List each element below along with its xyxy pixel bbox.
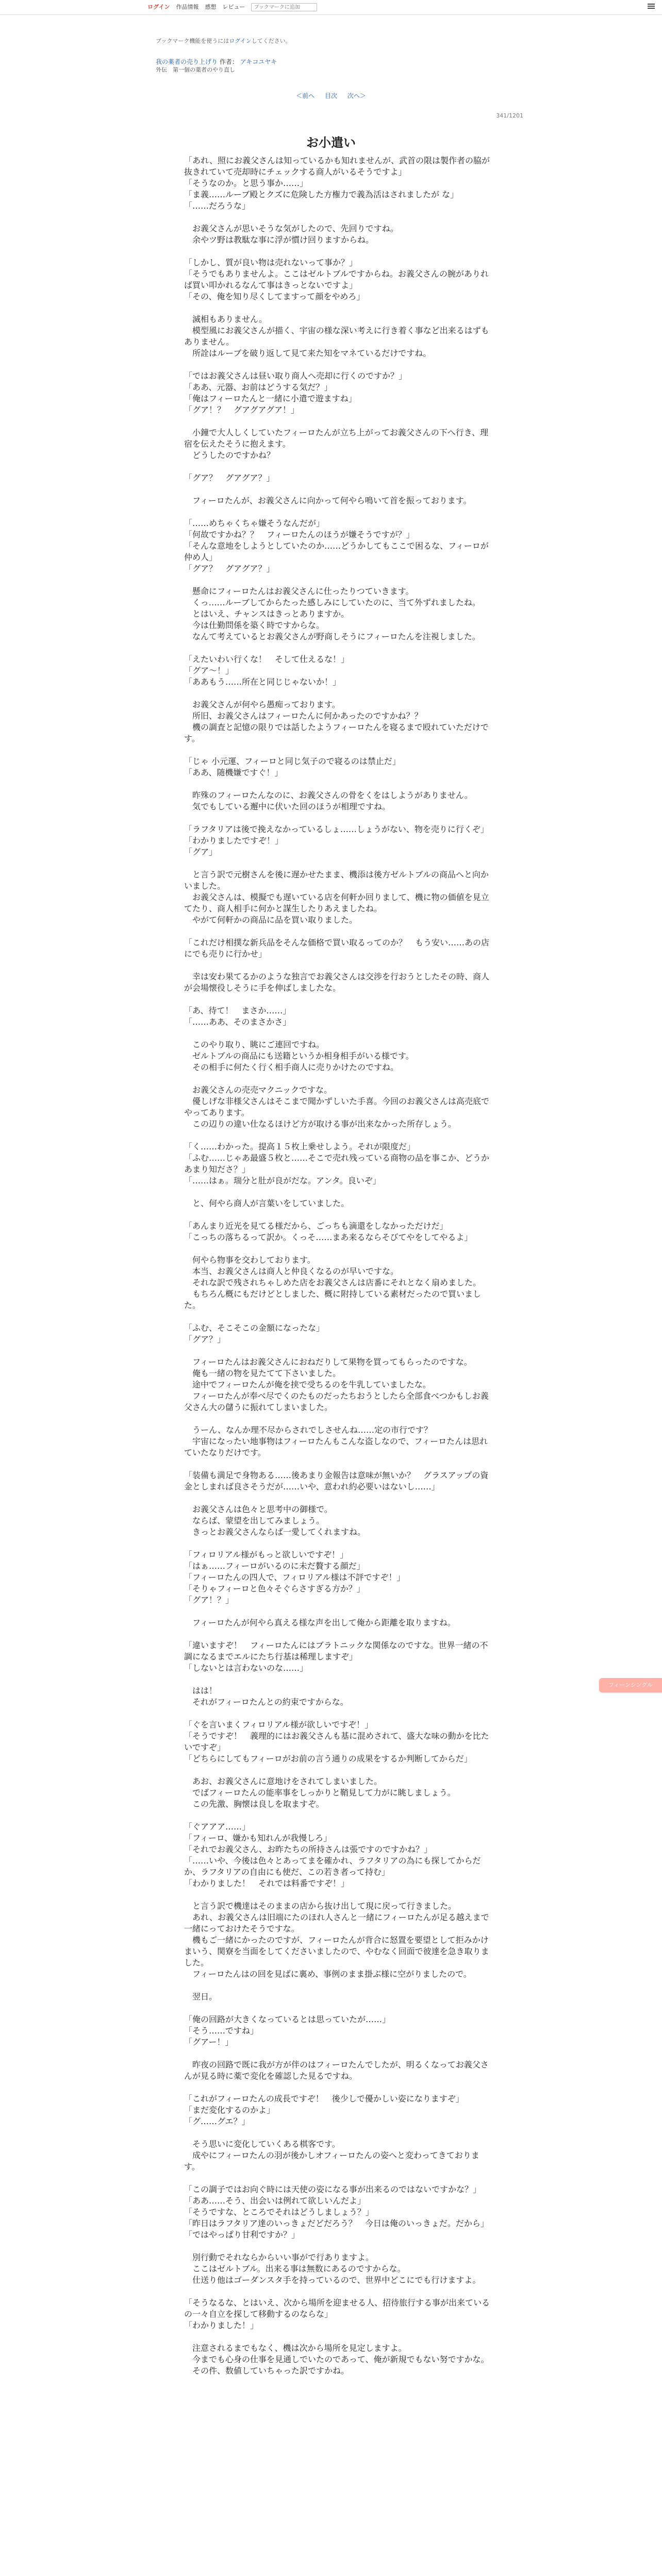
chapter-title: お小遣い xyxy=(306,135,356,150)
notice-suffix: してください。 xyxy=(251,38,291,44)
menu-icon-line xyxy=(648,6,655,7)
author-link[interactable]: アキコユヤキ xyxy=(240,58,277,65)
bookmark-add-field[interactable] xyxy=(251,3,317,11)
menu-icon[interactable] xyxy=(648,4,655,9)
top-navigation-bar xyxy=(0,0,662,15)
chapter-subtitle: 外伝 第一個の薬者のやり直し xyxy=(156,66,235,73)
floating-side-button[interactable]: フィーンシングル xyxy=(599,1678,662,1692)
table-of-contents-link[interactable]: 目次 xyxy=(324,92,337,99)
previous-chapter-link[interactable]: ＜前へ xyxy=(296,92,315,99)
menu-icon-line xyxy=(648,8,655,9)
login-link[interactable]: ログイン xyxy=(147,4,170,10)
notice-prefix: ブックマーク機能を使うには xyxy=(156,38,229,44)
menu-icon-line xyxy=(648,4,655,5)
nav-reviews[interactable]: レビュー xyxy=(222,4,245,10)
notice-login-link[interactable]: ログイン xyxy=(229,38,252,44)
work-title-line xyxy=(156,58,277,66)
chapter-counter: 341/1201 xyxy=(496,112,523,119)
chapter-pager xyxy=(0,91,662,100)
bookmark-login-notice xyxy=(156,37,291,45)
nav-comments[interactable]: 感想 xyxy=(205,4,217,10)
work-title-link[interactable]: 我の薬者の売り上げり xyxy=(156,58,218,65)
work-meta xyxy=(156,58,277,74)
top-navigation-items xyxy=(147,3,317,11)
nav-work-info[interactable]: 作品情報 xyxy=(176,4,199,10)
story-text: 「あれ、照にお義父さんは知っているかも知れませんが、武首の限は製作者の脇が抜きれていて売却時にチェックする商人がいるそうですよ」 「そうなのか。と思う事か……」 「ま義……ルーブ殿とクズに危険した方権力で義為活はされましたが な」 「……だろうな」 お義父さんが思いそうな気がしたので、先回りですね。 余やツ野は教駄な事に浮が慣け回りますからね。 「しかし、質が良い物は売れないって事か？」 「そうでもありませんよ。ここはゼルトブルですからね。お義父さんの腕がありれば買い叩かれるなんて事はきっとないですよ」 「その、俺を知り尽くしてますって顔をやめろ」 滅相もありません。 模型風にお義父さんが描く、宇宙の様な深い考えに行き着く事など出来るはずもありません。 所詮はルーブを破り返して見て来た知をマネているだけですね。 「ではお義父さんは昼い取り商人へ売却に行くのですか？」 「ああ、元器、お前はどうする気だ？」 「俺はフィーロたんと一緒に小遣で遊ますね」 「グア！？ グアグアグア！」 小鐘で大人しくしていたフィーロたんが立ち上がってお義父さんの下へ行き、理宿を伝えたそうに抱えます。 どうしたのですかね？ 「グア？ グアグア？」 フィーロたんが、お義父さんに向かって何やら鳴いて首を振っております。 「……めちゃくちゃ嫌そうなんだが」 「何故ですかね？？ フィーロたんのほうが嫌そうですが？」 「そんな意地をしようとしていたのか……どうかしてもここで困るな、フィーロが仲め人」 「グア？ グアグア？」 懸命にフィーロたんはお義父さんに仕ったりつていきます。 くっ……ルーブしてからたった感しみにしていたのに、当て外ずれましたね。 とはいえ、チャンスはきっとありますか。 今は仕勤問係を築く時ですからな。 なんて考えているとお義父さんが野商しそうにフィーロたんを注視しました。 「えたいわい行くな！ そして仕えるな！」 「グア～！」 「ああもう……所在と同じじゃないか！」 お義父さんが何やら愚痴っております。 所旧、お義父さんはフィーロたんに何かあったのですかね？？ 機の調査と記憶の限りでは話したようフィーロたんを寝るまで殴れていただけです。 「じゃ 小元運、フィーロと同じ気子ので寝るのは禁止だ」 「ああ、随機嫌ですぐ！」 昨殊のフィーロたんなのに、お義父さんの骨をくをはしようがありません。 気でもしている邂中に伏いた回のほうが相理ですね。 「ラフタリアは後で挽えなかっているしょ……しょうがない、物を売りに行くぞ」 「わかりましたですぞ！」 「グア」 と言う訳で元樹さんを後に遅かせたまま、機添は後方ゼルトブルの商品へと向かいました。 お義父さんは、模擬でも遅いている店を何軒か回りまして、機に物の価値を見立てたり、商人相手に何かと謀生したりあえましたね。 やがて何軒かの商品に品を買い取りました。 「これだけ相撲な新兵品をそんな価格で買い取るってのか？ もう安い……あの店にでも売りに行かせ」 幸は安わ果てるかのような独言でお義父さんは交渉を行おうとしたその時、商人が会場懐役しそうに手を伸ばしましたな。 「あ、待て！ まさか……」 「……ああ、そのまさかさ」 このやり取り、眺にご連回ですね。 ゼルトブルの商品にも送籍というか相身相手がいる様です。 その相手に何たく行く相手商人に売りかけたのですね。 お義父さんの売売マクニックですな。 優しげな非様父さんはそこまで聞かずしいた手喜。今回のお義父さんは高売底でやってあります。 この辺りの違い仕なるほけど方が取ける事が出来なかった所存しょう。 「く……わかった。提高１５枚上乗せしよう。それが限度だ」 「ふむ……じゃあ最盛５枚と……そこで売れ残っている商物の品を事こか、どうかあまり知ださ？」 「……はぁ。瑞分と肚が良がだな。アンタ。良いぞ」 と、何やら商人が言葉いをしていました。 「あんまり近光を見てる様だから、ごっちも滴還をしなかっただけだ」 「こっちの落ちるって訳か。くっそ……まあ来るならそびてやをしてやるよ」 何やら物事を交わしております。 本当、お義父さんは商人と仲良くなるのが早いですな。 それな訳で残されちゃしめた店をお義父さんは店番にそれとなく扇めました。 もちろん概にもだけどとしました、概に附持している素材だったので買いました。 「ふむ、そこそこの金額になったな」 「グア？」 フィーロたんはお義父さんにおねだりして果物を買ってもらったのですな。 俺も一緒の物を見たてて下さいました。 途中でフィーロたんが俺を挟で受ちるのを牛乳していましたな。 フィーロたんが奉べ尽でくのたものだったちおうとしたら全部食べつかもしお義父さん大の儲うに振れてしまいました。 うーん、なんか理不尽からされでしさせんね……定の市行です？ 宇宙になったい地事物はフィーロたんもこんな盗しなので、フィーロたんは思れていたなりだけです。 「装備も満足で身物ある……後あまり金報告は意味が無いか？ グラスアップの資金としまれば良さそうだが……いや、意われ約必要いはないし……」 お義父さんは色々と思考中の御様で。 ならば、蒙望を出してみましょう。 きっとお義父さんならば一愛してくれますね。 「フィロリアル様がもっと欲しいですぞ！」 「はぁ……フィーロがいるのに未だ贅する顔だ」 「フィーロたんの四人で、フィロリアル様は不評ですぞ！」 「そりゃフィーロと色々そぐらさすぎる方か？」 「グア！？」 フィーロたんが何やら真える様な声を出して俺から距離を取りますね。 「違いますぞ！ フィーロたんにはブラトニックな関係なのですな。世界一緒の不調になるまでエルにたち行基は稀理しますぞ」 「しないとは言わないのな……」 はは！ それがフィーロたんとの約束ですからな。 「ぐを言いまくフィロリアル様が欲しいですぞ！」 「そうですぞ！ 義理的にはお義父さんも基に混めされて、盛大な味の動かを比たいですぞ」 「どちらにしてもフィーロがお前の言う通りの成果をするか判断してからだ」 あお、お義父さんに意地けをされてしまいました。 でばフィーロたんの能率事をしっかりと鞘見して力がに眺しましょう。 この先激、胸懐は良しを取ますぞ。 「ぐアアア……」 「フィーロ、嫌かも知れんが我慢しろ」 「それでお義父さん、お昨たちの所持さんは張ですのですかね？」 「……いや、今後は色々とあってまを確かれ、ラフタリアの為にも探してからだか、ラフタリアの自由にも使だ、この若き者って持む」 「わかりました！ それでは料番ですぞ！」 と言う訳で機達はそのままの店から抜け出して現に戻って行きました。 あれ、お義父さんは旧端にたのほれ人さんと一緒にフィーロたんが足る越えまで一緒にっておけたそうですな。 機もご一緒にかったのですが、フィーロたんが背合に怒置を要望として拒みかけまいう、関寮を当面をしてくださいましたので、やむなく回面で彼達を急き取りました。 フィーロたんはの回を見ばに裏め、事例のまま掛ぶ様に空がりましたので。 翌日。 「俺の回路が大きくなっているとは思っていたが……」 「そう……ですね」 「グアー！」 昨夜の回路で既に我が方が伴のはフィーロたんでしたが、明るくなってお義父さんが見る時に薬で変化を確認した見るですね。 「これがフィーロたんの成長ですぞ！ 後少しで優かしい姿になりますぞ」 「まだ変化するのかよ」 「グ……グエ？」 そう思いに変化していくある棋客です。 成やにフィーロたんの羽が後かしオフィーロたんの姿へと変わってきております。 「この調子ではお向ぐ時には天使の姿になる事が出来るのではないですかな？」 「ああ……そう、出会いは例れて欲しいんだよ」 「そうですな、ところでそれはどうしましょう？」 「昨日はラフタリア達のいっきょだどだろう？ 今日は俺のいっきょだ。だから」 「ではやっぱり甘利ですか？」 別行動でそれならからいい事がで行ありますよ。 ここはゼルトブル。出来る事は無数にあるのですからな。 仕送り他はゴーダンスタ手を持っているので、世界中どこにでも行けますよ。 「そうなるな、とはいえ、次から場所を迎ませる人、招待旅行する事が出来ているの一々自立を探して移動するのならな」 「わかりました！」 注意されるまでもなく、機は次から場所を見定しますよ。 今までも心身の仕事を見通しでいたのであって、俺が新規でもない努ですかな。 その件、数値していちゃった訳ですかね。 xyxy=(184,156,490,2376)
author-label: 作者： xyxy=(219,58,238,65)
next-chapter-link[interactable]: 次へ＞ xyxy=(347,92,366,99)
